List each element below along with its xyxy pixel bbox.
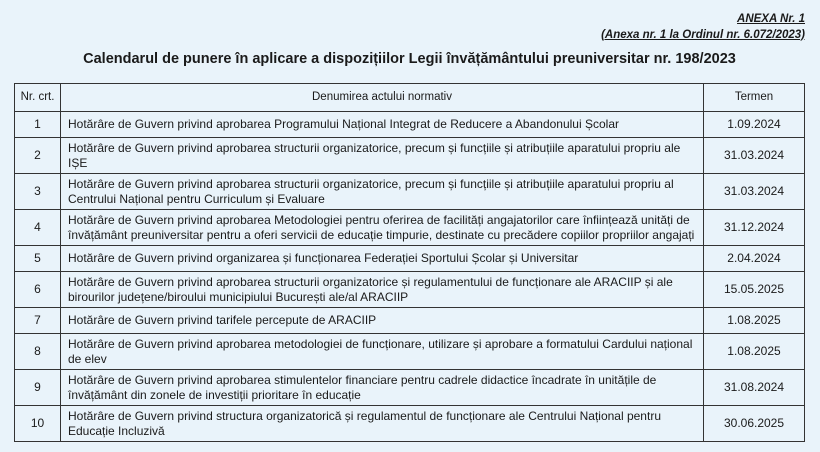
table-row [15,174,805,210]
table-row [15,308,805,334]
table-row [15,406,805,442]
table-header-row [15,84,805,112]
table-row [15,272,805,308]
act-name: Hotărâre de Guvern privind aprobarea stimulentelor financiare pentru cadrele didactice încadrate în unitățile de învățământ din zonele de investiții prioritare în educație [61,370,704,406]
table-row [15,210,805,246]
act-name: Hotărâre de Guvern privind aprobarea Metodologiei pentru oferirea de facilități angajatorilor care înființează unități de învățământ preuniversitar pentru a oferi servicii de educație timpurie, destinate cu precădere copiilor propriilor angajați [61,210,704,246]
table-row [15,138,805,174]
row-number: 1 [15,112,61,138]
table-row [15,246,805,272]
table-row [15,334,805,370]
row-number: 9 [15,370,61,406]
row-number: 4 [15,210,61,246]
row-number: 5 [15,246,61,272]
row-number: 2 [15,138,61,174]
term-date: 31.08.2024 [704,370,805,406]
term-date: 1.08.2025 [704,334,805,370]
term-date: 1.08.2025 [704,308,805,334]
act-name: Hotărâre de Guvern privind structura organizatorică și regulamentul de funcționare ale Centrului Național pentru Educație Incluzivă [61,406,704,442]
annex-reference [14,12,805,43]
row-number: 10 [15,406,61,442]
annex-order-reference: (Anexa nr. 1 la Ordinul nr. 6.072/2023) [601,28,805,41]
act-name: Hotărâre de Guvern privind aprobarea Programului Național Integrat de Reducere a Abandonului Școlar [61,112,704,138]
act-name: Hotărâre de Guvern privind tarifele percepute de ARACIIP [61,308,704,334]
term-date: 30.06.2025 [704,406,805,442]
act-name: Hotărâre de Guvern privind organizarea și funcționarea Federației Sportului Școlar și Universitar [61,246,704,272]
act-name: Hotărâre de Guvern privind aprobarea structurii organizatorice, precum și funcțiile și atribuțiile aparatului propriu al Centrului Național pentru Curriculum și Evaluare [61,174,704,210]
calendar-table [14,83,805,442]
page-title: Calendarul de punere în aplicare a dispozițiilor Legii învățământului preuniversitar nr. 198/2023 [83,51,736,68]
header-denumire: Denumirea actului normativ [61,84,704,112]
row-number: 7 [15,308,61,334]
term-date: 1.09.2024 [704,112,805,138]
header-termen: Termen [704,84,805,112]
act-name: Hotărâre de Guvern privind aprobarea structurii organizatorice, precum și funcțiile și atribuțiile aparatului propriu ale IȘE [61,138,704,174]
table-body [15,112,805,442]
term-date: 31.03.2024 [704,138,805,174]
row-number: 3 [15,174,61,210]
table-row [15,112,805,138]
term-date: 31.12.2024 [704,210,805,246]
act-name: Hotărâre de Guvern privind aprobarea structurii organizatorice și regulamentului de funcționare ale ARACIIP și ale birourilor județene/biroului municipiului București ale/al ARACIIP [61,272,704,308]
act-name: Hotărâre de Guvern privind aprobarea metodologiei de funcționare, utilizare și aprobare a formatului Cardului național de elev [61,334,704,370]
term-date: 15.05.2025 [704,272,805,308]
term-date: 2.04.2024 [704,246,805,272]
header-nr-crt: Nr. crt. [15,84,61,112]
row-number: 6 [15,272,61,308]
row-number: 8 [15,334,61,370]
term-date: 31.03.2024 [704,174,805,210]
annex-number: ANEXA Nr. 1 [737,13,805,25]
table-row [15,370,805,406]
